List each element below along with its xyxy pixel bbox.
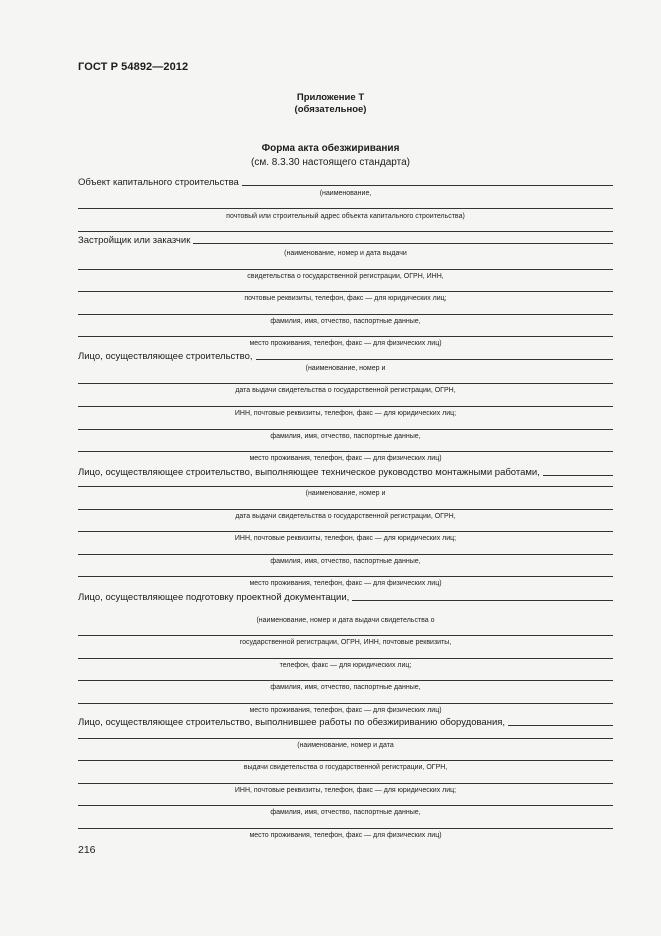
fill-line[interactable] <box>78 291 613 292</box>
field-hint: фамилия, имя, отчество, паспортные данные, <box>270 684 421 691</box>
appendix-note: (обязательное) <box>294 104 367 115</box>
field-hint: место проживания, телефон, факс — для физических лиц) <box>249 832 442 839</box>
field-installation-supervisor[interactable] <box>78 466 613 478</box>
fill-line[interactable] <box>256 358 613 360</box>
field-label: Лицо, осуществляющее строительство, выполняющее техническое руководство монтажными работами, <box>78 467 540 478</box>
fill-line[interactable] <box>78 703 613 704</box>
field-hint: дата выдачи свидетельства о государственной регистрации, ОГРН, <box>235 513 456 520</box>
fill-line[interactable] <box>78 805 613 806</box>
fill-line[interactable] <box>78 406 613 407</box>
field-degreasing-contractor[interactable] <box>78 716 613 728</box>
field-label: Лицо, осуществляющее строительство, выполнившее работы по обезжириванию оборудования, <box>78 717 506 728</box>
fill-line[interactable] <box>78 509 613 510</box>
fill-line[interactable] <box>78 429 613 430</box>
document-header: ГОСТ Р 54892—2012 <box>78 61 189 73</box>
field-hint: (наименование, номер и дата выдачи свидетельства о <box>256 617 435 624</box>
fill-line[interactable] <box>78 486 613 487</box>
form-title: Форма акта обезжиривания <box>261 143 400 154</box>
fill-line[interactable] <box>78 531 613 532</box>
field-hint: фамилия, имя, отчество, паспортные данные, <box>270 318 421 325</box>
field-hint: (наименование, номер и дата <box>297 742 394 749</box>
fill-line[interactable] <box>78 314 613 315</box>
field-hint: фамилия, имя, отчество, паспортные данные, <box>270 809 421 816</box>
fill-line[interactable] <box>193 242 613 244</box>
fill-line[interactable] <box>78 680 613 681</box>
fill-line[interactable] <box>543 474 613 476</box>
field-hint: почтовые реквизиты, телефон, факс — для юридических лиц; <box>244 295 447 302</box>
field-hint: (наименование, номер и <box>305 365 386 372</box>
fill-line[interactable] <box>78 760 613 761</box>
fill-line[interactable] <box>78 269 613 270</box>
field-developer[interactable] <box>78 234 613 246</box>
field-hint: место проживания, телефон, факс — для физических лиц) <box>249 580 442 587</box>
field-hint: свидетельства о государственной регистрации, ОГРН, ИНН, <box>247 273 444 280</box>
form-reference: (см. 8.3.30 настоящего стандарта) <box>251 157 410 168</box>
fill-line[interactable] <box>78 635 613 636</box>
fill-line[interactable] <box>242 184 613 186</box>
fill-line[interactable] <box>78 738 613 739</box>
field-hint: ИНН, почтовые реквизиты, телефон, факс — для юридических лиц; <box>234 410 457 417</box>
field-hint: государственной регистрации, ОГРН, ИНН, почтовые реквизиты, <box>239 639 452 646</box>
field-hint: место проживания, телефон, факс — для физических лиц) <box>249 340 442 347</box>
fill-line[interactable] <box>78 208 613 209</box>
field-hint: место проживания, телефон, факс — для физических лиц) <box>249 455 442 462</box>
field-hint: дата выдачи свидетельства о государственной регистрации, ОГРН, <box>235 387 456 394</box>
fill-line[interactable] <box>78 231 613 232</box>
field-hint: ИНН, почтовые реквизиты, телефон, факс — для юридических лиц; <box>234 535 457 542</box>
field-label: Объект капитального строительства <box>78 177 239 188</box>
page-number: 216 <box>78 844 96 856</box>
field-hint: (наименование, <box>319 190 372 197</box>
field-hint: фамилия, имя, отчество, паспортные данные, <box>270 433 421 440</box>
fill-line[interactable] <box>78 336 613 337</box>
field-construction-object[interactable] <box>78 176 613 188</box>
fill-line[interactable] <box>78 576 613 577</box>
fill-line[interactable] <box>508 724 613 726</box>
field-hint: телефон, факс — для юридических лиц; <box>279 662 412 669</box>
fill-line[interactable] <box>78 383 613 384</box>
field-hint: почтовый или строительный адрес объекта капитального строительства) <box>226 213 465 220</box>
field-hint: фамилия, имя, отчество, паспортные данные, <box>270 558 421 565</box>
fill-line[interactable] <box>78 658 613 659</box>
fill-line[interactable] <box>78 451 613 452</box>
field-hint: место проживания, телефон, факс — для физических лиц) <box>249 707 442 714</box>
field-hint: ИНН, почтовые реквизиты, телефон, факс — для юридических лиц; <box>234 787 457 794</box>
field-builder[interactable] <box>78 350 613 362</box>
fill-line[interactable] <box>78 828 613 829</box>
fill-line[interactable] <box>78 554 613 555</box>
field-label: Лицо, осуществляющее подготовку проектной документации, <box>78 592 350 603</box>
fill-line[interactable] <box>78 783 613 784</box>
fill-line[interactable] <box>352 599 613 601</box>
field-design-documentation[interactable] <box>78 591 613 603</box>
field-label: Застройщик или заказчик <box>78 235 191 246</box>
appendix-title: Приложение Т <box>296 92 365 103</box>
field-hint: выдачи свидетельства о государственной регистрации, ОГРН, <box>243 764 448 771</box>
field-hint: (наименование, номер и дата выдачи <box>284 250 407 257</box>
field-hint: (наименование, номер и <box>305 490 386 497</box>
field-label: Лицо, осуществляющее строительство, <box>78 351 253 362</box>
